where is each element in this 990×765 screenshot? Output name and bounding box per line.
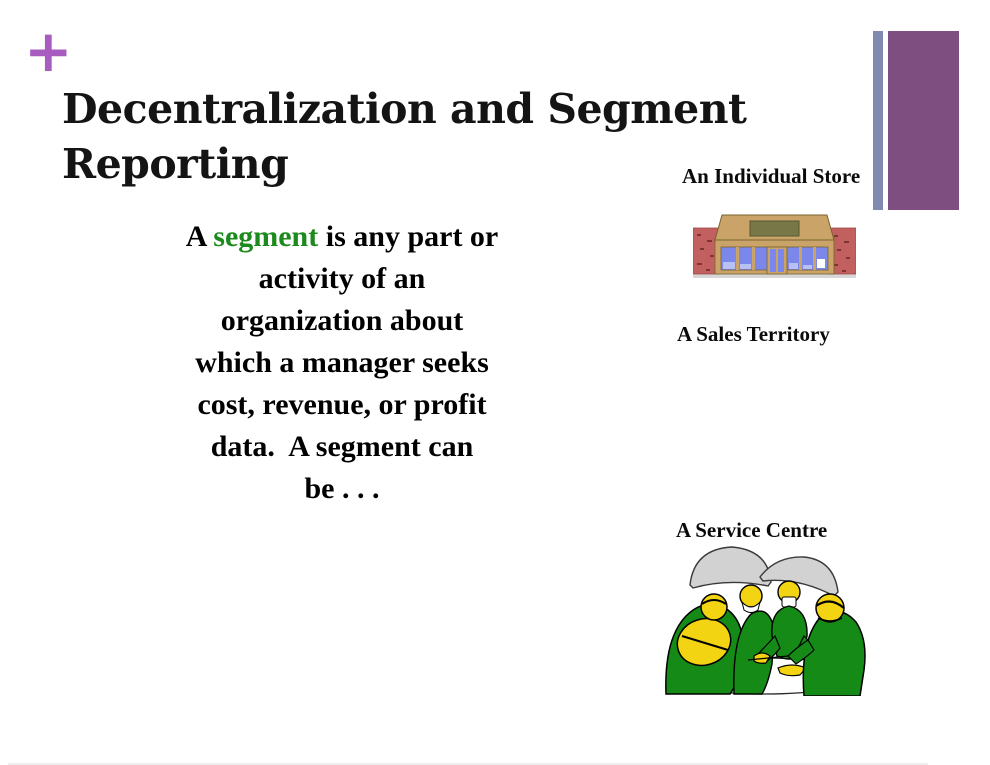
- definition-line-1: [118, 216, 566, 258]
- definition-line-1-suffix: is any part or: [318, 220, 499, 253]
- surgeons-image: [658, 544, 870, 696]
- definition-line-7: be . . .: [304, 472, 380, 505]
- storefront-image: [693, 214, 856, 284]
- definition-line-3: organization about: [220, 304, 464, 337]
- title-line-1: Decentralization and Segment: [62, 85, 747, 133]
- definition-line-4: which a manager seeks: [195, 346, 489, 379]
- slide-title: [62, 82, 746, 192]
- accent-bar-wide: [888, 31, 959, 210]
- highlight-word-segment: segment: [213, 220, 319, 253]
- label-individual-store: An Individual Store: [682, 164, 861, 188]
- definition-line-6: data. A segment can: [210, 430, 474, 463]
- title-line-2: Reporting: [62, 140, 289, 188]
- accent-bar-narrow: [873, 31, 883, 210]
- label-service-centre: A Service Centre: [676, 518, 828, 542]
- plus-decoration-icon: +: [24, 17, 73, 85]
- label-sales-territory: A Sales Territory: [677, 322, 830, 346]
- definition-line-5: cost, revenue, or profit: [197, 388, 487, 421]
- definition-line-2: activity of an: [258, 262, 426, 295]
- segment-definition-text: [118, 216, 566, 510]
- definition-line-1-prefix: A: [185, 220, 214, 253]
